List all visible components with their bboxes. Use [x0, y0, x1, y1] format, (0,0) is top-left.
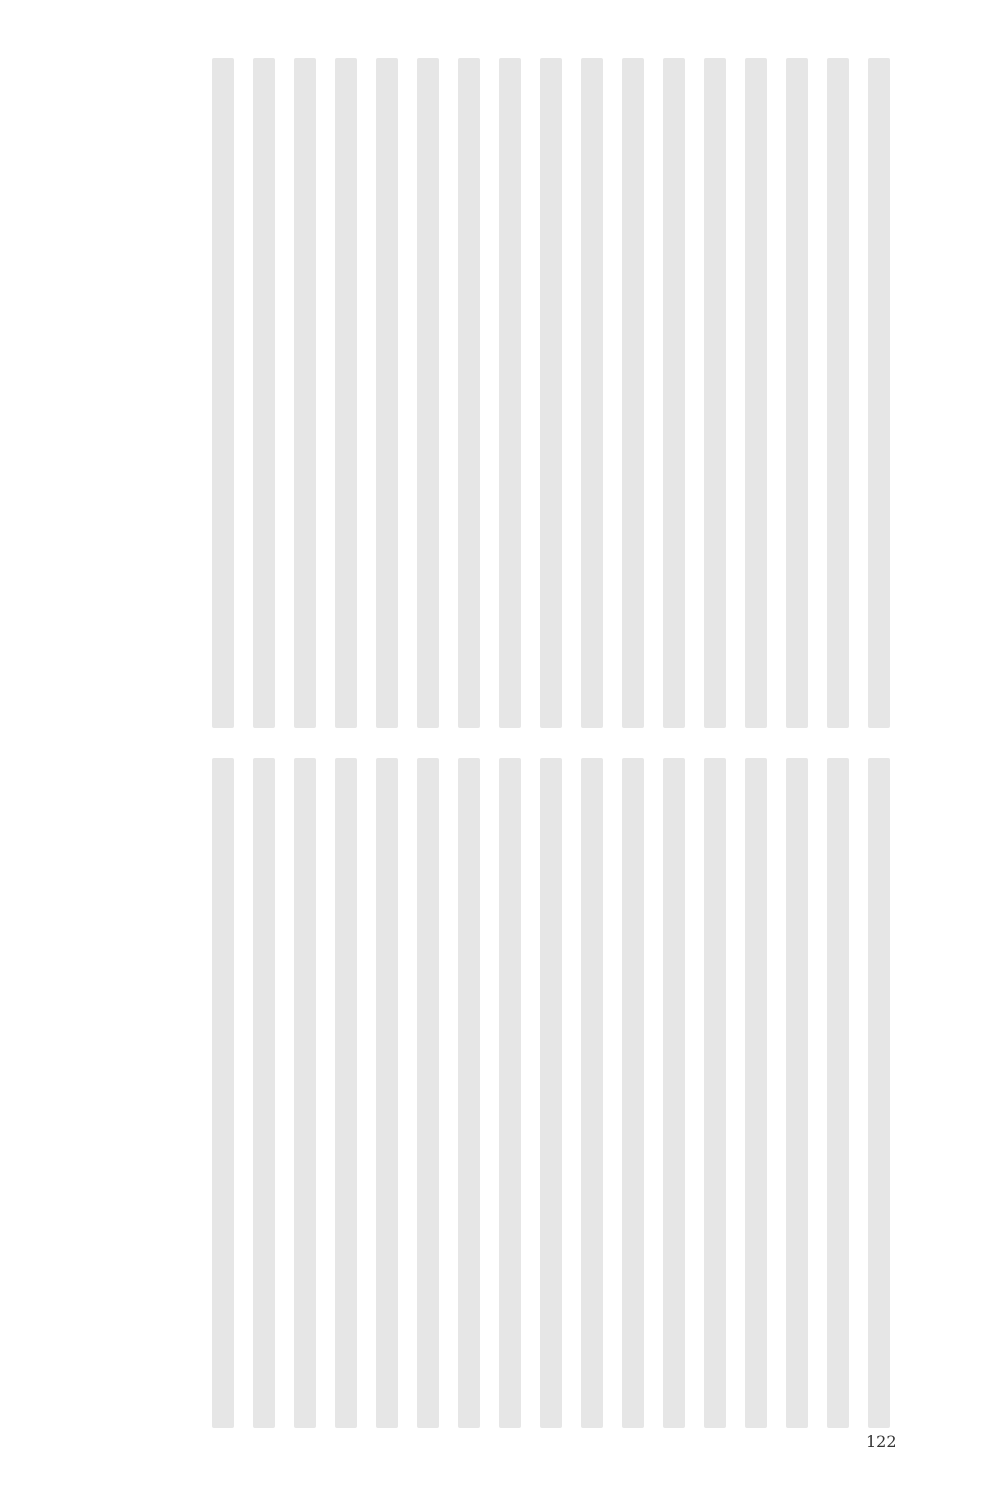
text-column-placeholder	[417, 58, 439, 728]
text-column-placeholder	[827, 758, 849, 1428]
text-column-placeholder	[335, 758, 357, 1428]
text-column-placeholder	[622, 758, 644, 1428]
text-column-placeholder	[745, 58, 767, 728]
text-column-placeholder	[663, 58, 685, 728]
text-column-placeholder	[253, 58, 275, 728]
text-block-bottom	[150, 758, 890, 1428]
text-column-placeholder	[499, 758, 521, 1428]
text-column-placeholder	[663, 758, 685, 1428]
text-column-placeholder	[786, 758, 808, 1428]
text-column-placeholder	[827, 58, 849, 728]
text-column-placeholder	[745, 758, 767, 1428]
text-column-placeholder	[458, 58, 480, 728]
text-column-placeholder	[458, 758, 480, 1428]
text-column-placeholder	[581, 58, 603, 728]
text-column-placeholder	[417, 758, 439, 1428]
text-column-placeholder	[581, 758, 603, 1428]
text-column-placeholder	[868, 58, 890, 728]
text-column-placeholder	[253, 758, 275, 1428]
text-column-placeholder	[212, 58, 234, 728]
text-column-placeholder	[540, 58, 562, 728]
text-column-placeholder	[704, 758, 726, 1428]
text-column-placeholder	[622, 58, 644, 728]
text-column-placeholder	[499, 58, 521, 728]
text-column-placeholder	[294, 758, 316, 1428]
text-column-placeholder	[294, 58, 316, 728]
text-column-placeholder	[335, 58, 357, 728]
text-column-placeholder	[376, 58, 398, 728]
text-column-placeholder	[868, 758, 890, 1428]
text-column-placeholder	[540, 758, 562, 1428]
text-column-placeholder	[376, 758, 398, 1428]
text-column-placeholder	[704, 58, 726, 728]
text-column-placeholder	[786, 58, 808, 728]
text-column-placeholder	[212, 758, 234, 1428]
page-number: 122	[866, 1432, 897, 1451]
text-block-top	[150, 58, 890, 728]
